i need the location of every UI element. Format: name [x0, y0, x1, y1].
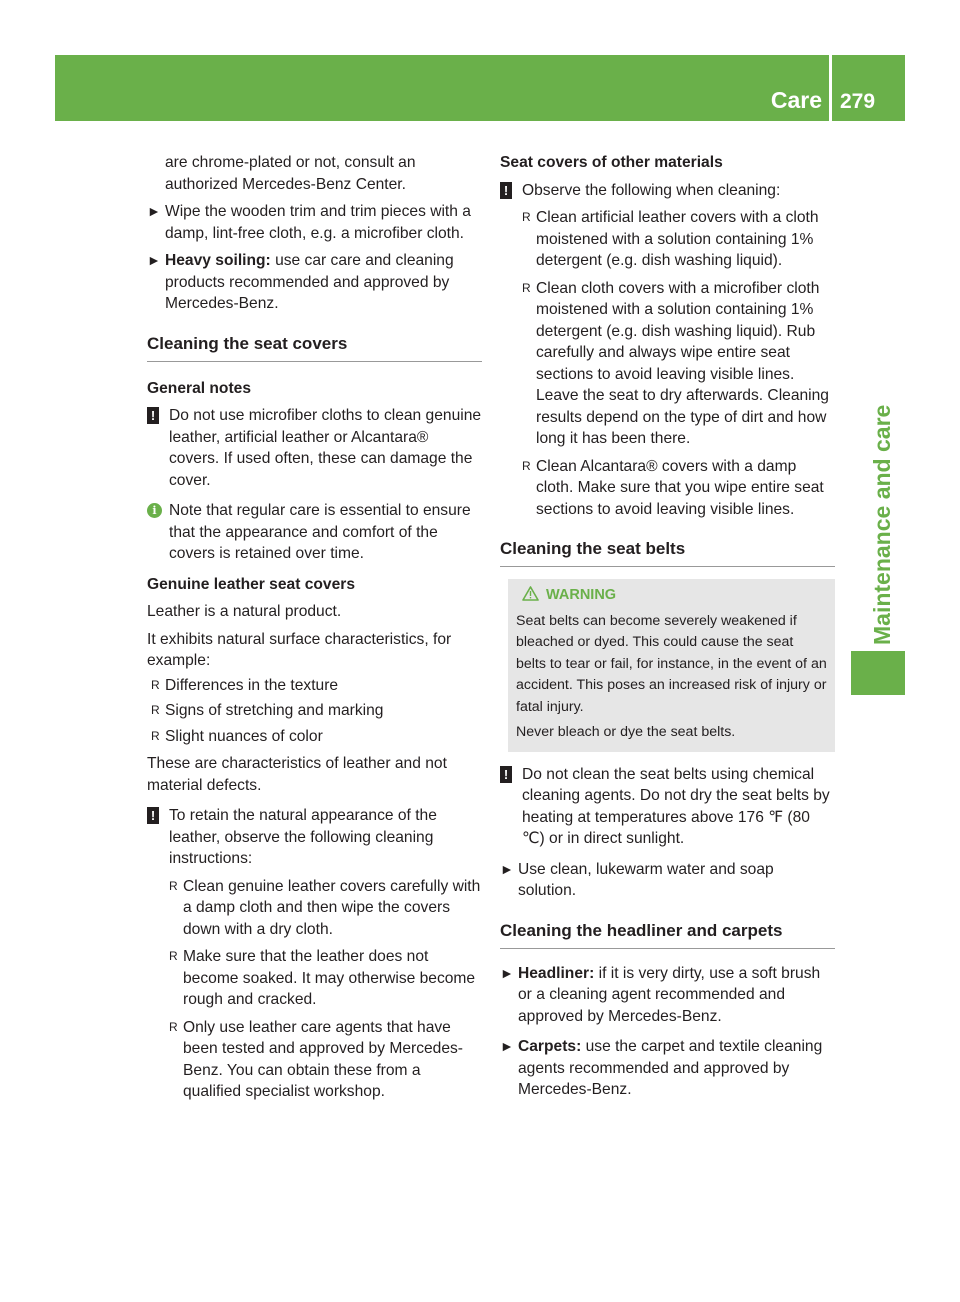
list-item	[518, 207, 835, 272]
list-item-text: Clean cloth covers with a microfiber cloth moistened with a solution containing 1% detergent (e.g. dish washing liquid). Rub carefully and always wipe entire seat sections to avoid leaving visible lines. Leave the seat to dry afterwards. Cleaning results depend on the type of dirt and how long it has been there.	[536, 279, 829, 447]
paragraph: are chrome-plated or not, consult an authorized Mercedes-Benz Center.	[165, 154, 416, 193]
arrow-step-icon: ►	[147, 203, 161, 219]
caution-text: Observe the following when cleaning:	[522, 181, 781, 199]
warning-box	[508, 579, 835, 752]
bullet-icon: R	[169, 949, 178, 963]
header-separator	[829, 55, 832, 121]
info-text: Note that regular care is essential to ensure that the appearance and comfort of the covers is retained over time.	[169, 502, 471, 562]
exclamation-icon: !	[500, 766, 512, 783]
caution-text: Do not use microfiber cloths to clean genuine leather, artificial leather or Alcantara® covers. If used often, these can damage the cover.	[169, 407, 482, 489]
step-item	[147, 201, 482, 244]
step-text: Use clean, lukewarm water and soap solution.	[518, 860, 774, 899]
info-icon: i	[147, 503, 162, 518]
caution-note	[147, 405, 482, 491]
list-item-text: Slight nuances of color	[165, 727, 323, 745]
list-item-text: Clean Alcantara® covers with a damp cloth. Make sure that you wipe entire seat sections to avoid leaving visible lines.	[536, 457, 824, 518]
list-item	[147, 726, 482, 748]
bullet-icon: R	[151, 703, 160, 717]
step-label: Carpets:	[518, 1038, 582, 1055]
caution-text: Do not clean the seat belts using chemical cleaning agents. Do not dry the seat belts by heating at temperatures above 176 ℉ (80 ℃) or in direct sunlight.	[522, 765, 830, 847]
warning-title	[522, 585, 827, 607]
side-tab-block	[851, 651, 905, 695]
list-item	[518, 456, 835, 521]
list-item-text: Make sure that the leather does not become soaked. It may otherwise become rough and cracked.	[183, 948, 476, 1008]
exclamation-icon: !	[147, 807, 159, 824]
section-heading: Cleaning the headliner and carpets	[500, 920, 835, 949]
step-item	[147, 250, 482, 315]
subheading: Genuine leather seat covers	[147, 575, 356, 593]
list-item	[165, 1017, 482, 1103]
subheading: Seat covers of other materials	[500, 154, 723, 171]
section-title: Care	[770, 87, 822, 113]
list-item-text: Clean artificial leather covers with a cloth moistened with a solution containing 1% detergent (e.g. dish washing liquid).	[536, 209, 819, 269]
list-item	[165, 876, 482, 941]
step-label: Headliner:	[518, 964, 595, 982]
arrow-step-icon: ►	[147, 252, 161, 268]
exclamation-icon: !	[147, 407, 159, 424]
section-heading: Cleaning the seat covers	[147, 333, 482, 362]
step-item	[500, 1036, 835, 1101]
list-item	[165, 946, 482, 1011]
step-text: Wipe the wooden trim and trim pieces with a damp, lint-free cloth, e.g. a microfiber cloth.	[165, 203, 471, 242]
exclamation-icon: !	[500, 182, 512, 199]
list-item-text: Differences in the texture	[165, 676, 339, 694]
side-tab-label: Maintenance and care	[869, 404, 895, 645]
step-item	[500, 859, 835, 902]
page-number: 279	[840, 90, 876, 113]
arrow-step-icon: ►	[500, 1038, 514, 1054]
paragraph: Leather is a natural product.	[147, 603, 342, 620]
warning-text: Never bleach or dye the seat belts.	[516, 724, 736, 740]
warning-title-text: WARNING	[546, 587, 617, 603]
caution-text: To retain the natural appearance of the leather, observe the following cleaning instructions:	[169, 807, 437, 867]
list-item-text: Only use leather care agents that have been tested and approved by Mercedes-Benz. You can obtain these from a qualified specialist workshop.	[183, 1018, 464, 1100]
bullet-icon: R	[522, 210, 531, 224]
caution-note	[147, 805, 482, 870]
step-text: use car care and cleaning products recommended and approved by Mercedes-Benz.	[165, 252, 454, 312]
arrow-step-icon: ►	[500, 860, 514, 877]
list-item-text: Clean genuine leather covers carefully with a damp cloth and then wipe the covers down with a dry cloth.	[183, 877, 481, 938]
info-note	[147, 500, 482, 565]
side-tab	[856, 385, 906, 645]
list-item	[518, 278, 835, 450]
caution-note	[500, 180, 835, 202]
step-text: if it is very dirty, use a soft brush or a cleaning agent recommended and approved by Mercedes-Benz.	[518, 964, 821, 1025]
subheading: General notes	[147, 379, 251, 397]
paragraph: These are characteristics of leather and not material defects.	[147, 755, 447, 794]
bullet-icon: R	[151, 677, 160, 692]
step-text: use the carpet and textile cleaning agents recommended and approved by Mercedes-Benz.	[518, 1038, 823, 1098]
list-item-text: Signs of stretching and marking	[165, 702, 384, 719]
caution-note	[500, 764, 835, 850]
paragraph: It exhibits natural surface characteristics, for example:	[147, 630, 452, 669]
right-column	[500, 152, 835, 1101]
section-heading: Cleaning the seat belts	[500, 538, 835, 567]
bullet-icon: R	[522, 280, 531, 295]
list-item	[147, 675, 482, 697]
step-label: Heavy soiling:	[165, 252, 271, 269]
warning-triangle-icon	[522, 586, 539, 609]
bullet-icon: R	[169, 878, 178, 893]
bullet-icon: R	[169, 1019, 178, 1034]
warning-text: Seat belts can become severely weakened if bleached or dyed. This could cause the seat belts to tear or fail, for instance, in the event of an accident. This poses an increased risk of injury or fatal injury.	[516, 612, 827, 715]
list-item	[147, 700, 482, 722]
bullet-icon: R	[522, 458, 531, 473]
bullet-icon: R	[151, 728, 160, 743]
arrow-step-icon: ►	[500, 964, 514, 981]
left-column	[147, 152, 482, 1103]
step-item	[500, 963, 835, 1028]
